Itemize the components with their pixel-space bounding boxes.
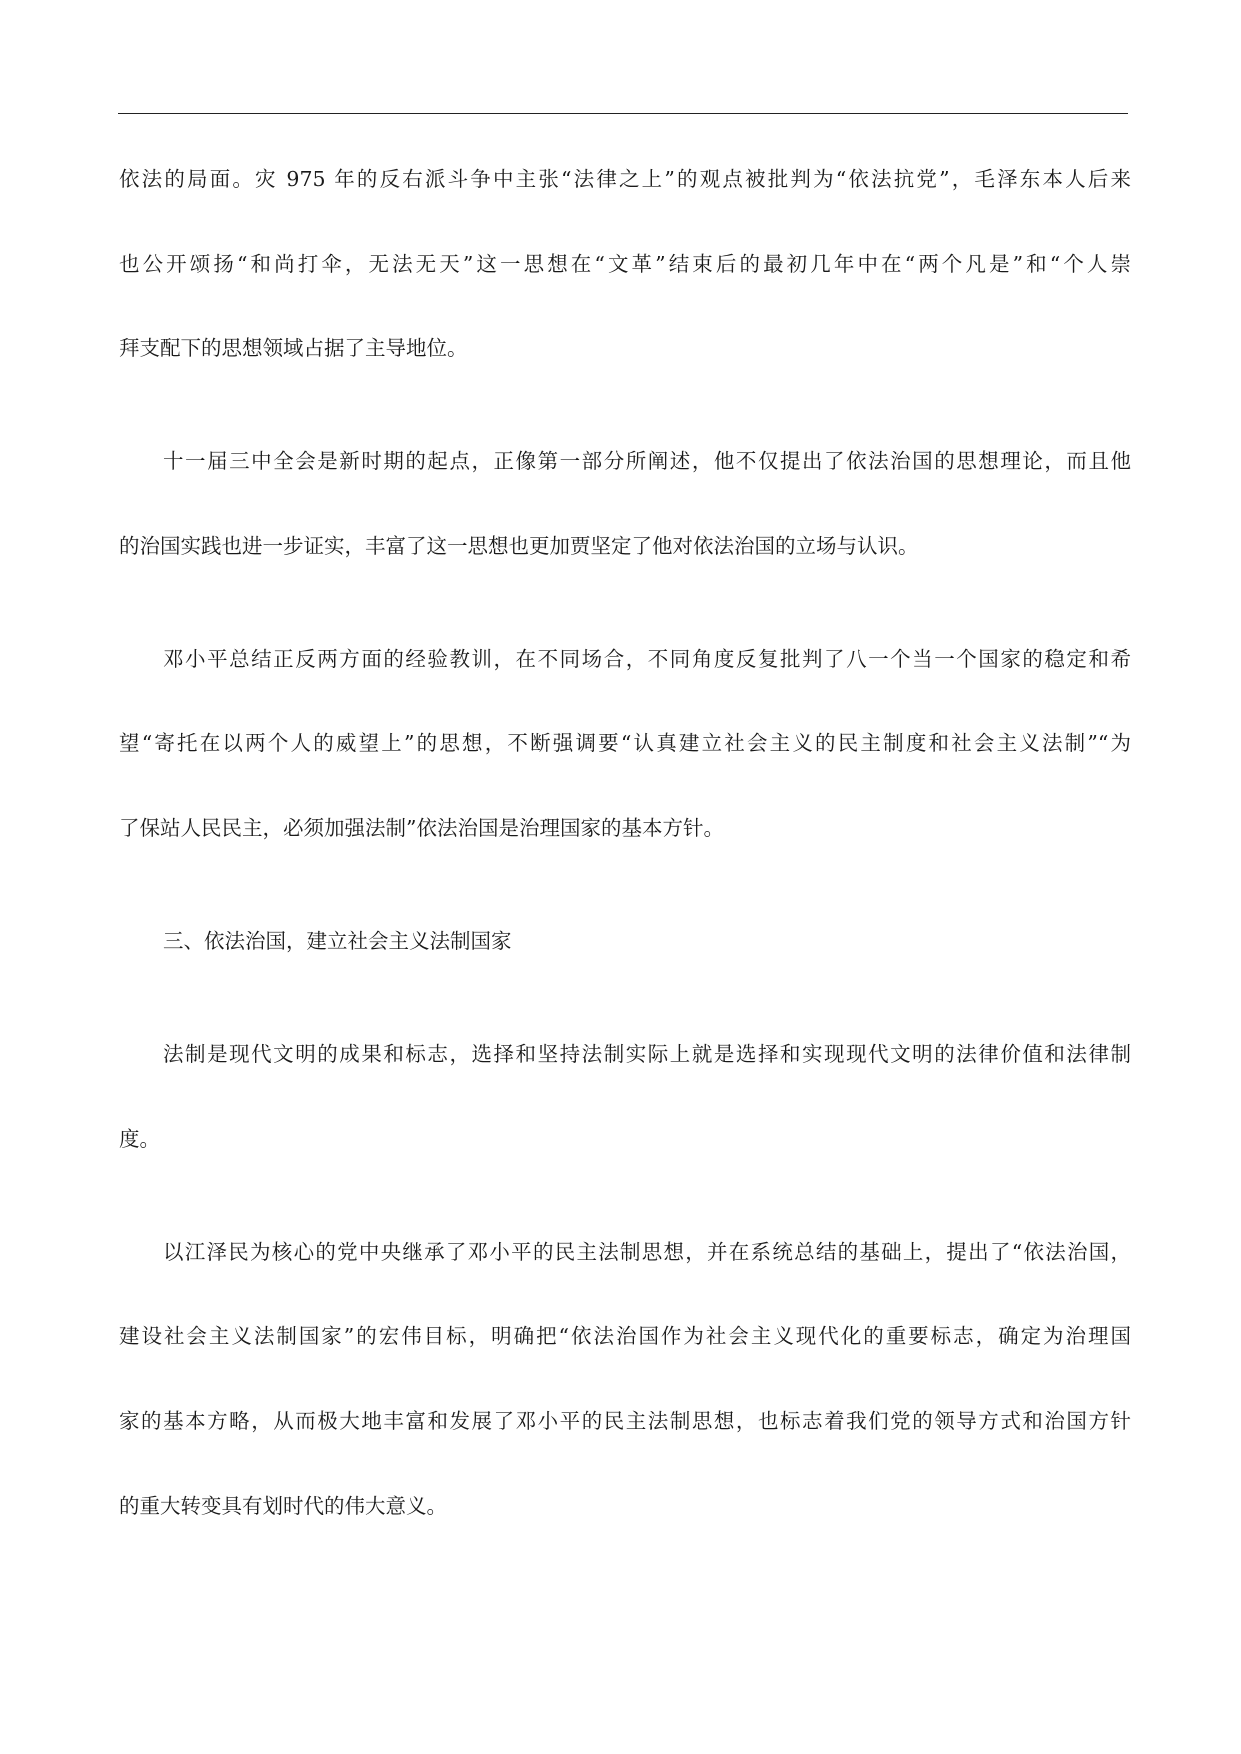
paragraph-3-line-3: 了保站人民民主，必须加强法制”依法治国是治理国家的基本方针。	[119, 816, 724, 840]
paragraph-1-line-3: 拜支配下的思想领域占据了主导地位。	[119, 336, 468, 360]
section-heading: 三、依法治国，建立社会主义法制国家	[163, 929, 512, 953]
paragraph-5-line-1: 法制是现代文明的成果和标志，选择和坚持法制实际上就是选择和实现现代文明的法律价值和法律制	[163, 1042, 1131, 1066]
paragraph-1-line-2: 也公开颂扬“和尚打伞，无法无天”这一思想在“文革”结束后的最初几年中在“两个凡是”和“个人崇	[119, 252, 1131, 276]
paragraph-5-line-2: 度。	[119, 1127, 160, 1151]
paragraph-6-line-3: 家的基本方略，从而极大地丰富和发展了邓小平的民主法制思想，也标志着我们党的领导方式和治国方针	[119, 1409, 1131, 1433]
paragraph-6-line-2: 建设社会主义法制国家”的宏伟目标，明确把“依法治国作为社会主义现代化的重要标志，确定为治理国	[119, 1324, 1131, 1348]
paragraph-2-line-1: 十一届三中全会是新时期的起点，正像第一部分所阐述，他不仅提出了依法治国的思想理论，而且他	[163, 449, 1131, 473]
paragraph-6-line-1: 以江泽民为核心的党中央继承了邓小平的民主法制思想，并在系统总结的基础上，提出了“依法治国，	[163, 1240, 1131, 1264]
paragraph-3-line-2: 望“寄托在以两个人的威望上”的思想，不断强调要“认真建立社会主义的民主制度和社会主义法制”“为	[119, 731, 1131, 755]
paragraph-6-line-4: 的重大转变具有划时代的伟大意义。	[119, 1494, 447, 1518]
header-rule	[118, 113, 1128, 114]
paragraph-2-line-2: 的治国实践也进一步证实，丰富了这一思想也更加贾坚定了他对依法治国的立场与认识。	[119, 534, 919, 558]
paragraph-3-line-1: 邓小平总结正反两方面的经验教训，在不同场合，不同角度反复批判了八一个当一个国家的稳定和希	[163, 647, 1131, 671]
paragraph-1-line-1: 依法的局面。灾 975 年的反右派斗争中主张“法律之上”的观点被批判为“依法抗党”，毛泽东本人后来	[119, 167, 1131, 191]
